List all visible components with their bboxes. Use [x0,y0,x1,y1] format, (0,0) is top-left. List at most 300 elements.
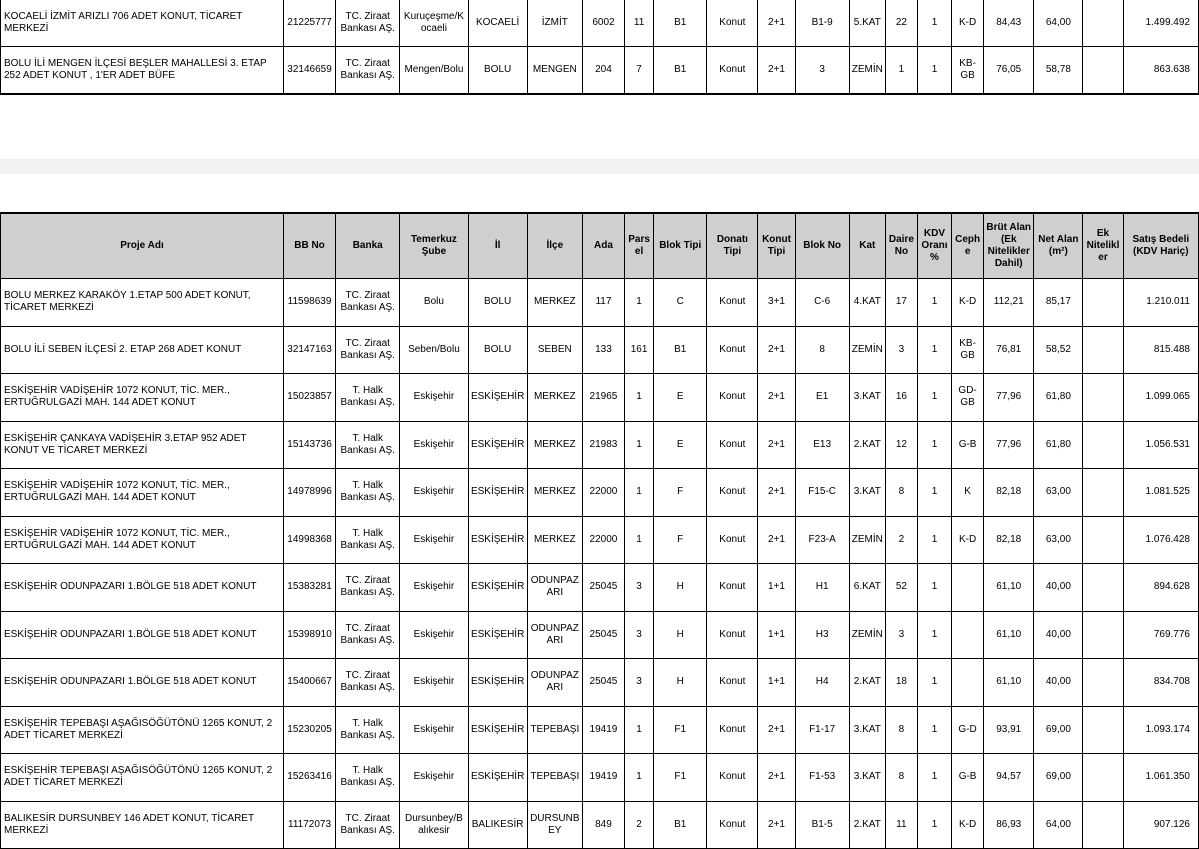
col-konut-tipi[interactable]: Konut Tipi [758,213,795,279]
cell-proje: BALIKESİR DURSUNBEY 146 ADET KONUT, TİCARET MERKEZİ [1,801,284,849]
col-brut-alan[interactable]: Brüt Alan (Ek Nitelikler Dahil) [984,213,1034,279]
cell-ada: 21965 [582,374,624,422]
cell-sube: Eskişehir [400,706,468,754]
cell-banka: T. Halk Bankası AŞ. [336,374,400,422]
cell-net: 61,80 [1034,374,1083,422]
cell-il: BALIKESİR [468,801,527,849]
cell-brut: 61,10 [984,564,1034,612]
col-proje-adi[interactable]: Proje Adı [1,213,284,279]
col-bb-no[interactable]: BB No [283,213,335,279]
cell-blok-tipi: H [654,659,707,707]
cell-bedel: 1.099.065 [1123,374,1198,422]
cell-ada: 133 [582,326,624,374]
cell-kat: 4.KAT [849,279,885,327]
cell-kdv: 1 [917,279,951,327]
cell-ada: 6002 [582,0,624,47]
cell-blok-no: 8 [795,326,849,374]
cell-blok-tipi: F1 [654,706,707,754]
cell-brut: 76,05 [984,47,1034,94]
cell-bedel: 1.076.428 [1123,516,1198,564]
cell-banka: TC. Ziraat Bankası AŞ. [336,47,400,94]
cell-bb: 15383281 [283,564,335,612]
cell-donati: Konut [707,659,758,707]
cell-il: ESKİŞEHİR [468,611,527,659]
cell-cephe [952,611,984,659]
table-row[interactable] [1,516,1199,564]
cell-sube: Eskişehir [400,754,468,802]
col-ek-nitelikler[interactable]: Ek Nitelikl er [1083,213,1123,279]
cell-kat: 6.KAT [849,564,885,612]
cell-ek [1083,47,1123,94]
cell-kat: ZEMİN [849,47,885,94]
cell-bb: 21225777 [283,0,335,47]
cell-ek [1083,421,1123,469]
cell-net: 63,00 [1034,516,1083,564]
cell-sube: Seben/Bolu [400,326,468,374]
cell-kdv: 1 [917,801,951,849]
cell-donati: Konut [707,469,758,517]
cell-ek [1083,374,1123,422]
cell-sube: Eskişehir [400,611,468,659]
cell-daire: 52 [885,564,917,612]
col-parsel[interactable]: Pars el [625,213,654,279]
cell-sube: Kuruçeşme/Kocaeli [400,0,468,47]
cell-brut: 94,57 [984,754,1034,802]
cell-donati: Konut [707,374,758,422]
cell-blok-no: B1-9 [795,0,849,47]
cell-donati: Konut [707,801,758,849]
cell-daire: 22 [885,0,917,47]
cell-il: ESKİŞEHİR [468,516,527,564]
cell-ilce: MERKEZ [527,279,582,327]
cell-ek [1083,0,1123,47]
cell-daire: 3 [885,326,917,374]
cell-brut: 112,21 [984,279,1034,327]
cell-ek [1083,706,1123,754]
cell-parsel: 1 [625,421,654,469]
cell-net: 58,78 [1034,47,1083,94]
cell-blok-no: E1 [795,374,849,422]
cell-ada: 849 [582,801,624,849]
cell-kat: ZEMİN [849,326,885,374]
cell-net: 64,00 [1034,801,1083,849]
cell-il: ESKİŞEHİR [468,706,527,754]
col-daire-no[interactable]: Daire No [885,213,917,279]
cell-kdv: 1 [917,611,951,659]
cell-daire: 8 [885,706,917,754]
col-kat[interactable]: Kat [849,213,885,279]
table-row[interactable] [1,279,1199,327]
cell-kat: 2.KAT [849,421,885,469]
cell-blok-no: F23-A [795,516,849,564]
cell-blok-tipi: F1 [654,754,707,802]
cell-bedel: 834.708 [1123,659,1198,707]
cell-bb: 15398910 [283,611,335,659]
cell-donati: Konut [707,754,758,802]
cell-ilce: MERKEZ [527,374,582,422]
cell-blok-tipi: E [654,421,707,469]
cell-bb: 15143736 [283,421,335,469]
cell-kdv: 1 [917,659,951,707]
cell-donati: Konut [707,706,758,754]
cell-bedel: 815.488 [1123,326,1198,374]
cell-ada: 19419 [582,706,624,754]
cell-ek [1083,516,1123,564]
cell-daire: 12 [885,421,917,469]
cell-il: ESKİŞEHİR [468,374,527,422]
cell-net: 40,00 [1034,611,1083,659]
cell-bedel: 1.061.350 [1123,754,1198,802]
cell-konut-tipi: 3+1 [758,279,795,327]
cell-cephe [952,564,984,612]
cell-ilce: MERKEZ [527,516,582,564]
cell-kdv: 1 [917,469,951,517]
col-blok-no[interactable]: Blok No [795,213,849,279]
cell-blok-tipi: C [654,279,707,327]
cell-proje: BOLU MERKEZ KARAKÖY 1.ETAP 500 ADET KONUT, TİCARET MERKEZİ [1,279,284,327]
col-temerkuz-sube[interactable]: Temerkuz Şube [400,213,468,279]
cell-kdv: 1 [917,516,951,564]
cell-il: BOLU [468,47,527,94]
cell-blok-tipi: B1 [654,0,707,47]
cell-ilce: MERKEZ [527,469,582,517]
table-row[interactable] [1,611,1199,659]
cell-daire: 8 [885,754,917,802]
cell-daire: 1 [885,47,917,94]
cell-ilce: TEPEBAŞI [527,754,582,802]
cell-cephe: G-B [952,421,984,469]
cell-parsel: 1 [625,374,654,422]
cell-bedel: 1.499.492 [1123,0,1198,47]
cell-blok-tipi: F [654,469,707,517]
table-row[interactable] [1,421,1199,469]
cell-blok-no: H3 [795,611,849,659]
cell-kdv: 1 [917,564,951,612]
table-row[interactable] [1,754,1199,802]
cell-kat: 2.KAT [849,659,885,707]
cell-proje: BOLU İLİ SEBEN İLÇESİ 2. ETAP 268 ADET KONUT [1,326,284,374]
cell-kdv: 1 [917,0,951,47]
cell-daire: 17 [885,279,917,327]
cell-brut: 76,81 [984,326,1034,374]
cell-bb: 11172073 [283,801,335,849]
cell-bedel: 1.056.531 [1123,421,1198,469]
cell-cephe: G-B [952,754,984,802]
col-ada[interactable]: Ada [582,213,624,279]
cell-il: ESKİŞEHİR [468,754,527,802]
cell-cephe: K-D [952,516,984,564]
listing-table-top [0,0,1199,95]
cell-banka: TC. Ziraat Bankası AŞ. [336,0,400,47]
cell-net: 64,00 [1034,0,1083,47]
cell-banka: T. Halk Bankası AŞ. [336,516,400,564]
table-row[interactable] [1,801,1199,849]
cell-ek [1083,801,1123,849]
cell-ilce: ODUNPAZARI [527,659,582,707]
col-ilce[interactable]: İlçe [527,213,582,279]
cell-bb: 32146659 [283,47,335,94]
cell-kdv: 1 [917,326,951,374]
cell-ilce: MERKEZ [527,421,582,469]
cell-brut: 86,93 [984,801,1034,849]
cell-blok-no: B1-5 [795,801,849,849]
cell-ada: 25045 [582,611,624,659]
cell-banka: T. Halk Bankası AŞ. [336,421,400,469]
table-header-row [1,213,1199,279]
cell-blok-tipi: H [654,611,707,659]
cell-brut: 77,96 [984,421,1034,469]
cell-bb: 14978996 [283,469,335,517]
cell-il: KOCAELİ [468,0,527,47]
cell-sube: Eskişehir [400,516,468,564]
cell-blok-no: F1-53 [795,754,849,802]
cell-brut: 77,96 [984,374,1034,422]
cell-banka: T. Halk Bankası AŞ. [336,706,400,754]
cell-donati: Konut [707,564,758,612]
table-row[interactable] [1,0,1199,47]
cell-kat: 3.KAT [849,374,885,422]
cell-net: 61,80 [1034,421,1083,469]
cell-sube: Dursunbey/Balıkesir [400,801,468,849]
cell-banka: TC. Ziraat Bankası AŞ. [336,801,400,849]
cell-ilce: DURSUNBEY [527,801,582,849]
cell-blok-no: F1-17 [795,706,849,754]
cell-banka: TC. Ziraat Bankası AŞ. [336,564,400,612]
col-satis-bedeli[interactable]: Satış Bedeli (KDV Hariç) [1123,213,1198,279]
cell-ada: 21983 [582,421,624,469]
cell-konut-tipi: 2+1 [758,516,795,564]
cell-proje: ESKİŞEHİR ODUNPAZARI 1.BÖLGE 518 ADET KONUT [1,659,284,707]
col-cephe[interactable]: Ceph e [952,213,984,279]
cell-cephe: K-D [952,279,984,327]
listing-table [0,212,1199,849]
cell-kdv: 1 [917,374,951,422]
cell-ek [1083,611,1123,659]
cell-brut: 93,91 [984,706,1034,754]
cell-cephe: KB-GB [952,47,984,94]
cell-blok-no: C-6 [795,279,849,327]
cell-daire: 11 [885,801,917,849]
cell-blok-no: H4 [795,659,849,707]
cell-ek [1083,659,1123,707]
cell-parsel: 11 [625,0,654,47]
cell-net: 58,52 [1034,326,1083,374]
cell-blok-no: H1 [795,564,849,612]
cell-net: 85,17 [1034,279,1083,327]
cell-il: ESKİŞEHİR [468,469,527,517]
cell-kat: 5.KAT [849,0,885,47]
cell-bedel: 1.081.525 [1123,469,1198,517]
cell-bb: 15263416 [283,754,335,802]
cell-bb: 11598639 [283,279,335,327]
cell-donati: Konut [707,326,758,374]
cell-blok-tipi: F [654,516,707,564]
col-il[interactable]: İl [468,213,527,279]
cell-cephe [952,659,984,707]
cell-bb: 14998368 [283,516,335,564]
cell-konut-tipi: 1+1 [758,564,795,612]
cell-bedel: 907.126 [1123,801,1198,849]
cell-net: 40,00 [1034,564,1083,612]
cell-konut-tipi: 1+1 [758,659,795,707]
cell-net: 40,00 [1034,659,1083,707]
cell-proje: ESKİŞEHİR ÇANKAYA VADİŞEHİR 3.ETAP 952 ADET KONUT VE TİCARET MERKEZİ [1,421,284,469]
cell-banka: T. Halk Bankası AŞ. [336,754,400,802]
cell-parsel: 1 [625,469,654,517]
cell-bedel: 769.776 [1123,611,1198,659]
cell-konut-tipi: 2+1 [758,706,795,754]
cell-konut-tipi: 2+1 [758,469,795,517]
cell-konut-tipi: 1+1 [758,611,795,659]
cell-banka: TC. Ziraat Bankası AŞ. [336,279,400,327]
cell-sube: Eskişehir [400,564,468,612]
cell-blok-no: E13 [795,421,849,469]
col-banka[interactable]: Banka [336,213,400,279]
cell-il: ESKİŞEHİR [468,659,527,707]
cell-daire: 16 [885,374,917,422]
cell-proje: ESKİŞEHİR VADİŞEHİR 1072 KONUT, TİC. MER., ERTUĞRULGAZİ MAH. 144 ADET KONUT [1,469,284,517]
cell-ek [1083,564,1123,612]
cell-konut-tipi: 2+1 [758,754,795,802]
cell-bb: 15230205 [283,706,335,754]
cell-bedel: 894.628 [1123,564,1198,612]
cell-banka: TC. Ziraat Bankası AŞ. [336,659,400,707]
cell-net: 69,00 [1034,754,1083,802]
cell-parsel: 1 [625,279,654,327]
cell-konut-tipi: 2+1 [758,421,795,469]
cell-donati: Konut [707,516,758,564]
cell-ilce: ODUNPAZARI [527,564,582,612]
cell-kat: 3.KAT [849,706,885,754]
cell-ilce: MENGEN [527,47,582,94]
cell-kat: ZEMİN [849,516,885,564]
cell-donati: Konut [707,0,758,47]
cell-parsel: 161 [625,326,654,374]
cell-konut-tipi: 2+1 [758,374,795,422]
cell-konut-tipi: 2+1 [758,47,795,94]
cell-proje: KOCAELİ İZMİT ARIZLI 706 ADET KONUT, TİCARET MERKEZİ [1,0,284,47]
cell-ada: 22000 [582,469,624,517]
cell-blok-tipi: B1 [654,801,707,849]
cell-ada: 25045 [582,564,624,612]
cell-net: 69,00 [1034,706,1083,754]
cell-net: 63,00 [1034,469,1083,517]
cell-brut: 61,10 [984,659,1034,707]
cell-parsel: 3 [625,611,654,659]
table-row[interactable] [1,47,1199,94]
cell-proje: ESKİŞEHİR VADİŞEHİR 1072 KONUT, TİC. MER., ERTUĞRULGAZİ MAH. 144 ADET KONUT [1,374,284,422]
cell-proje: ESKİŞEHİR ODUNPAZARI 1.BÖLGE 518 ADET KONUT [1,611,284,659]
table-row[interactable] [1,374,1199,422]
cell-brut: 82,18 [984,469,1034,517]
cell-daire: 18 [885,659,917,707]
cell-proje: ESKİŞEHİR TEPEBAŞI AŞAĞISÖĞÜTÖNÜ 1265 KONUT, 2 ADET TİCARET MERKEZİ [1,706,284,754]
table-row[interactable] [1,564,1199,612]
cell-kat: ZEMİN [849,611,885,659]
cell-ek [1083,754,1123,802]
cell-ilce: TEPEBAŞI [527,706,582,754]
cell-kat: 3.KAT [849,469,885,517]
cell-sube: Eskişehir [400,659,468,707]
cell-bb: 15400667 [283,659,335,707]
cell-blok-tipi: H [654,564,707,612]
cell-brut: 82,18 [984,516,1034,564]
cell-banka: T. Halk Bankası AŞ. [336,469,400,517]
cell-sube: Eskişehir [400,374,468,422]
cell-bb: 32147163 [283,326,335,374]
cell-sube: Eskişehir [400,421,468,469]
col-net-alan[interactable]: Net Alan (m²) [1034,213,1083,279]
col-donati-tipi[interactable]: Donatı Tipi [707,213,758,279]
cell-daire: 3 [885,611,917,659]
cell-cephe: K-D [952,801,984,849]
cell-ada: 19419 [582,754,624,802]
table-row[interactable] [1,469,1199,517]
cell-daire: 2 [885,516,917,564]
cell-bedel: 1.210.011 [1123,279,1198,327]
cell-proje: ESKİŞEHİR VADİŞEHİR 1072 KONUT, TİC. MER., ERTUĞRULGAZİ MAH. 144 ADET KONUT [1,516,284,564]
cell-donati: Konut [707,421,758,469]
cell-parsel: 7 [625,47,654,94]
cell-il: BOLU [468,326,527,374]
cell-donati: Konut [707,279,758,327]
cell-il: BOLU [468,279,527,327]
cell-ada: 204 [582,47,624,94]
cell-parsel: 1 [625,516,654,564]
table-row[interactable] [1,706,1199,754]
cell-sube: Eskişehir [400,469,468,517]
cell-konut-tipi: 2+1 [758,801,795,849]
cell-daire: 8 [885,469,917,517]
cell-kdv: 1 [917,421,951,469]
cell-parsel: 2 [625,801,654,849]
cell-kdv: 1 [917,47,951,94]
cell-ada: 117 [582,279,624,327]
cell-brut: 61,10 [984,611,1034,659]
cell-blok-no: F15-C [795,469,849,517]
cell-proje: ESKİŞEHİR ODUNPAZARI 1.BÖLGE 518 ADET KONUT [1,564,284,612]
cell-konut-tipi: 2+1 [758,326,795,374]
cell-brut: 84,43 [984,0,1034,47]
table-row[interactable] [1,326,1199,374]
cell-cephe: K-D [952,0,984,47]
cell-parsel: 1 [625,754,654,802]
cell-konut-tipi: 2+1 [758,0,795,47]
cell-kat: 3.KAT [849,754,885,802]
cell-donati: Konut [707,611,758,659]
cell-kat: 2.KAT [849,801,885,849]
cell-cephe: KB-GB [952,326,984,374]
cell-kdv: 1 [917,754,951,802]
cell-cephe: K [952,469,984,517]
cell-parsel: 1 [625,706,654,754]
cell-blok-no: 3 [795,47,849,94]
cell-parsel: 3 [625,659,654,707]
cell-ada: 25045 [582,659,624,707]
cell-banka: TC. Ziraat Bankası AŞ. [336,611,400,659]
cell-proje: ESKİŞEHİR TEPEBAŞI AŞAĞISÖĞÜTÖNÜ 1265 KONUT, 2 ADET TİCARET MERKEZİ [1,754,284,802]
cell-ilce: ODUNPAZARI [527,611,582,659]
cell-banka: TC. Ziraat Bankası AŞ. [336,326,400,374]
cell-kdv: 1 [917,706,951,754]
col-kdv-orani[interactable]: KDV Oranı % [917,213,951,279]
cell-ek [1083,279,1123,327]
cell-sube: Mengen/Bolu [400,47,468,94]
table-row[interactable] [1,659,1199,707]
col-blok-tipi[interactable]: Blok Tipi [654,213,707,279]
cell-bb: 15023857 [283,374,335,422]
cell-ek [1083,326,1123,374]
